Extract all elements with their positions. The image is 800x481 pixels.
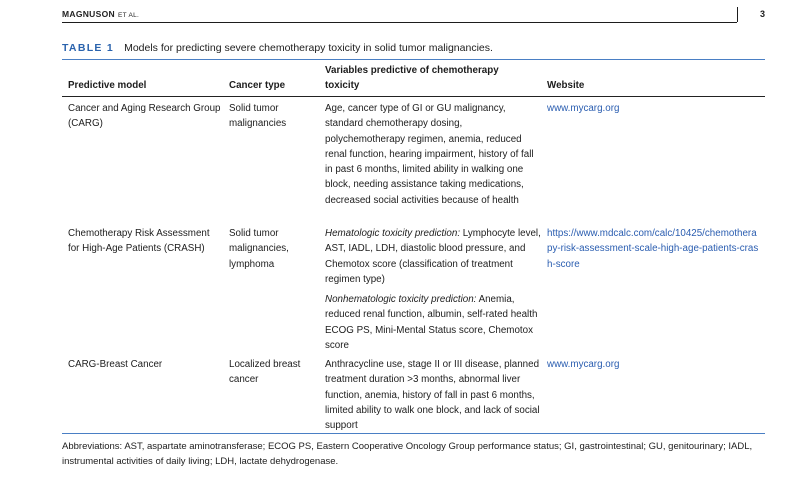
page-number: 3 — [760, 9, 766, 19]
page-number-divider — [737, 7, 738, 22]
table-bottom-rule — [62, 433, 765, 434]
row-carg-breast-cancer-type: Localized breast cancer — [229, 359, 301, 386]
hematologic-label: Hematologic toxicity prediction: — [325, 228, 461, 239]
table-top-rule — [62, 59, 765, 60]
row-crash-model: Chemotherapy Risk Assessment for High-Age Patients (CRASH) — [68, 228, 210, 255]
running-head — [62, 9, 139, 19]
row-carg-variables: Age, cancer type of GI or GU malignancy, standard chemotherapy dosing, polychemotherapy regimen, anemia, reduced renal function, hearing impairment, history of fall in past 6 months, limited ability in walking one block, needing assistance taking medications, decreased social activities because of health — [325, 103, 534, 206]
nonhematologic-text: Anemia, reduced renal function, albumin, self-rated health ECOG PS, Mini-Mental Status score, Chemotox score — [325, 294, 538, 351]
header-predictive-model: Predictive model — [68, 80, 147, 91]
row-crash-cancer-type: Solid tumor malignancies, lymphoma — [229, 228, 289, 270]
header-cancer-type: Cancer type — [229, 80, 286, 91]
nonhematologic-label: Nonhematologic toxicity prediction: — [325, 294, 477, 305]
header-website: Website — [547, 80, 585, 91]
table-caption — [62, 42, 493, 54]
table-footnote-abbreviations: Abbreviations: AST, aspartate aminotransferase; ECOG PS, Eastern Cooperative Oncology Group performance status; GI, gastrointestinal; GU, genitourinary; IADL, instrumental activities of daily living; LDH, lactate dehydrogenase. — [62, 441, 753, 467]
row-crash-website-link[interactable]: https://www.mdcalc.com/calc/10425/chemotherapy-risk-assessment-scale-high-age-patients-crash-score — [547, 228, 759, 270]
row-crash-nonhematologic-variables — [325, 292, 543, 353]
table-caption-text: Models for predicting severe chemotherapy toxicity in solid tumor malignancies. — [124, 42, 493, 54]
header-variables: Variables predictive of chemotherapy toxicity — [325, 65, 499, 92]
header-rule — [62, 22, 737, 23]
row-carg-breast-model: CARG-Breast Cancer — [68, 359, 163, 370]
row-crash-hematologic-variables — [325, 226, 543, 287]
row-carg-breast-website-link[interactable]: www.mycarg.org — [547, 359, 620, 370]
running-head-etal: ET AL. — [117, 12, 140, 19]
row-carg-website-link[interactable]: www.mycarg.org — [547, 103, 620, 114]
row-carg-model: Cancer and Aging Research Group (CARG) — [68, 103, 221, 130]
table-label: TABLE 1 — [62, 42, 115, 54]
hematologic-text: Lymphocyte level, AST, IADL, LDH, diastolic blood pressure, and Chemotox score (classification of treatment regimen type) — [325, 228, 541, 285]
header-bottom-rule — [62, 96, 765, 97]
row-carg-breast-variables: Anthracycline use, stage II or III disease, planned treatment duration >3 months, abnormal liver function, anemia, history of fall in past 6 months, limited ability to walk one block, and lack of social support — [325, 359, 540, 432]
row-carg-cancer-type: Solid tumor malignancies — [229, 103, 287, 130]
running-head-author: MAGNUSON — [62, 9, 115, 19]
